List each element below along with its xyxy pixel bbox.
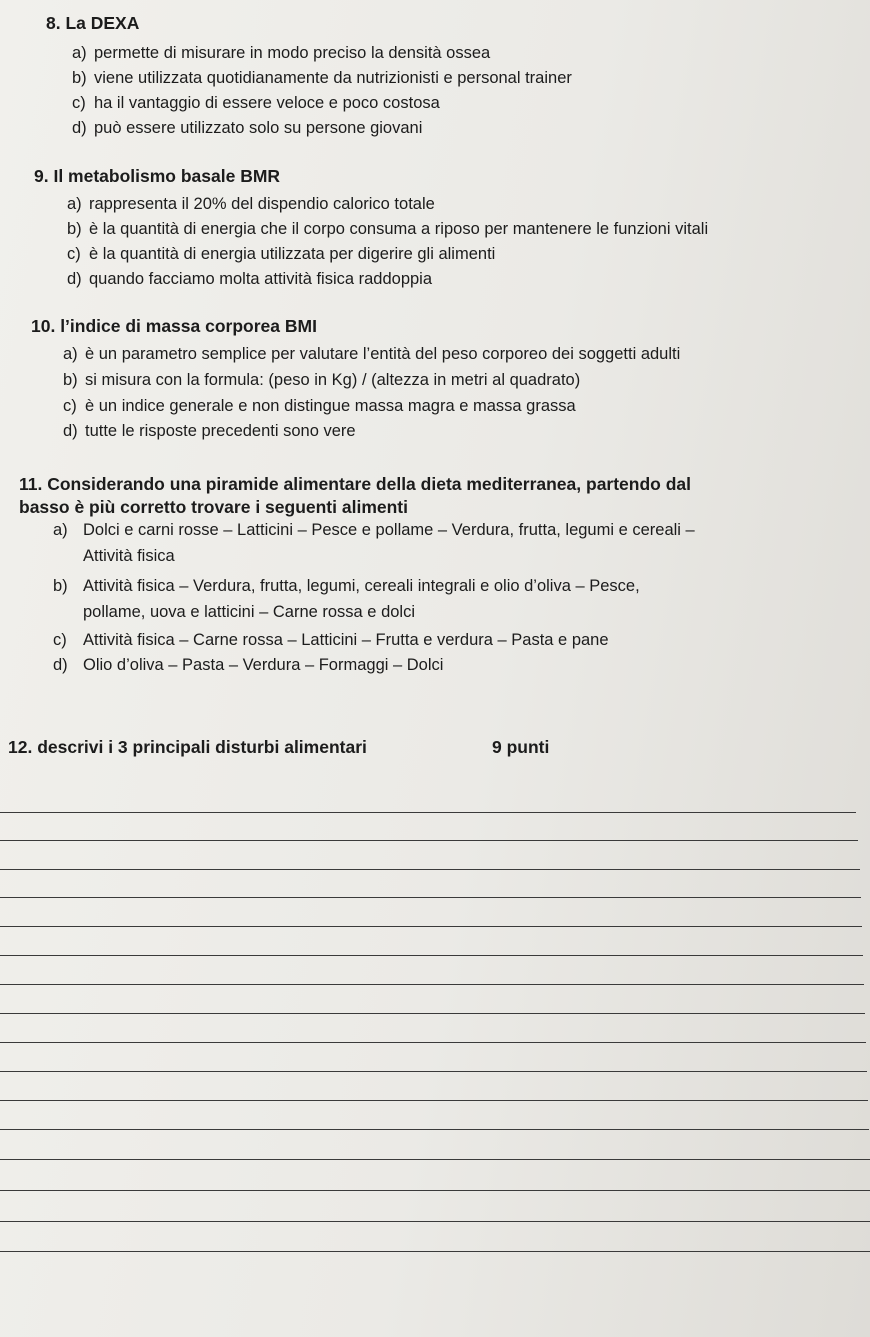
answer-line[interactable]: [0, 984, 864, 985]
option-text: è un indice generale e non distingue massa magra e massa grassa: [85, 397, 576, 415]
question-9-option-a: [67, 195, 435, 214]
question-12-points: 9 punti: [492, 737, 550, 757]
answer-line[interactable]: [0, 1159, 870, 1160]
question-10-option-c: [63, 397, 576, 416]
option-letter: c): [72, 94, 86, 112]
option-letter: b): [72, 69, 87, 87]
question-9-option-d: [67, 270, 432, 289]
option-letter: d): [53, 656, 68, 674]
question-10-title: 10. l’indice di massa corporea BMI: [31, 316, 317, 336]
option-letter: c): [53, 631, 67, 649]
question-11-title-line-2: basso è più corretto trovare i seguenti alimenti: [19, 497, 408, 517]
option-letter: a): [67, 195, 82, 213]
question-9-option-c: [67, 245, 495, 264]
question-10-option-b: [63, 371, 580, 390]
answer-line[interactable]: [0, 812, 856, 813]
option-text: è la quantità di energia utilizzata per digerire gli alimenti: [89, 245, 496, 263]
question-8-title: 8. La DEXA: [46, 13, 140, 33]
question-11-option-d: [53, 656, 443, 675]
answer-line[interactable]: [0, 869, 860, 870]
option-letter: b): [63, 371, 78, 389]
question-9-title: 9. Il metabolismo basale BMR: [34, 166, 281, 186]
option-text: quando facciamo molta attività fisica raddoppia: [89, 270, 433, 288]
answer-line[interactable]: [0, 1251, 870, 1252]
answer-line[interactable]: [0, 955, 863, 956]
option-letter: d): [67, 270, 82, 288]
option-text: Attività fisica – Carne rossa – Latticini – Frutta e verdura – Pasta e pane: [83, 631, 609, 649]
option-text: Olio d’oliva – Pasta – Verdura – Formaggi – Dolci: [83, 656, 444, 674]
option-text: rappresenta il 20% del dispendio calorico totale: [89, 195, 435, 213]
option-text: ha il vantaggio di essere veloce e poco costosa: [94, 94, 440, 112]
option-letter: a): [53, 521, 68, 539]
answer-line[interactable]: [0, 1100, 868, 1101]
question-11-option-c: [53, 631, 609, 650]
option-letter: b): [67, 220, 82, 238]
answer-line[interactable]: [0, 1190, 870, 1191]
answer-line[interactable]: [0, 1071, 867, 1072]
option-text: può essere utilizzato solo su persone giovani: [94, 119, 423, 137]
option-text: permette di misurare in modo preciso la densità ossea: [94, 44, 491, 62]
answer-line[interactable]: [0, 1042, 866, 1043]
answer-line[interactable]: [0, 897, 861, 898]
option-letter: c): [63, 397, 77, 415]
answer-line[interactable]: [0, 1129, 869, 1130]
answer-line[interactable]: [0, 1221, 870, 1222]
option-letter: a): [72, 44, 87, 62]
question-10-option-d: [63, 422, 356, 441]
question-8-option-c: [72, 94, 440, 113]
option-text: viene utilizzata quotidianamente da nutrizionisti e personal trainer: [94, 69, 572, 87]
option-letter: c): [67, 245, 81, 263]
question-8-option-a: [72, 44, 490, 63]
question-12-title: 12. descrivi i 3 principali disturbi alimentari: [8, 737, 367, 757]
option-text: tutte le risposte precedenti sono vere: [85, 422, 356, 440]
answer-line[interactable]: [0, 926, 862, 927]
question-10-option-a: [63, 345, 680, 364]
option-letter: b): [53, 577, 68, 595]
option-letter: d): [72, 119, 87, 137]
question-8-option-d: [72, 119, 422, 138]
question-8-option-b: [72, 69, 572, 88]
question-11-title-line-1: 11. Considerando una piramide alimentare della dieta mediterranea, partendo dal: [19, 474, 692, 494]
answer-line[interactable]: [0, 840, 858, 841]
option-text: Attività fisica – Verdura, frutta, legumi, cereali integrali e olio d’oliva – Pesce,: [83, 577, 640, 595]
question-11-option-a: [53, 521, 695, 540]
question-11-option-a-continuation: Attività fisica: [83, 547, 175, 565]
option-letter: a): [63, 345, 78, 363]
option-text: Dolci e carni rosse – Latticini – Pesce e pollame – Verdura, frutta, legumi e cereali –: [83, 521, 695, 539]
option-text: è un parametro semplice per valutare l’entità del peso corporeo dei soggetti adulti: [85, 345, 681, 363]
option-text: è la quantità di energia che il corpo consuma a riposo per mantenere le funzioni vitali: [89, 220, 709, 238]
question-11-option-b-continuation: pollame, uova e latticini – Carne rossa e dolci: [83, 603, 416, 621]
answer-line[interactable]: [0, 1013, 865, 1014]
option-letter: d): [63, 422, 78, 440]
option-text: si misura con la formula: (peso in Kg) / (altezza in metri al quadrato): [85, 371, 581, 389]
question-11-option-b: [53, 577, 640, 596]
question-9-option-b: [67, 220, 708, 239]
